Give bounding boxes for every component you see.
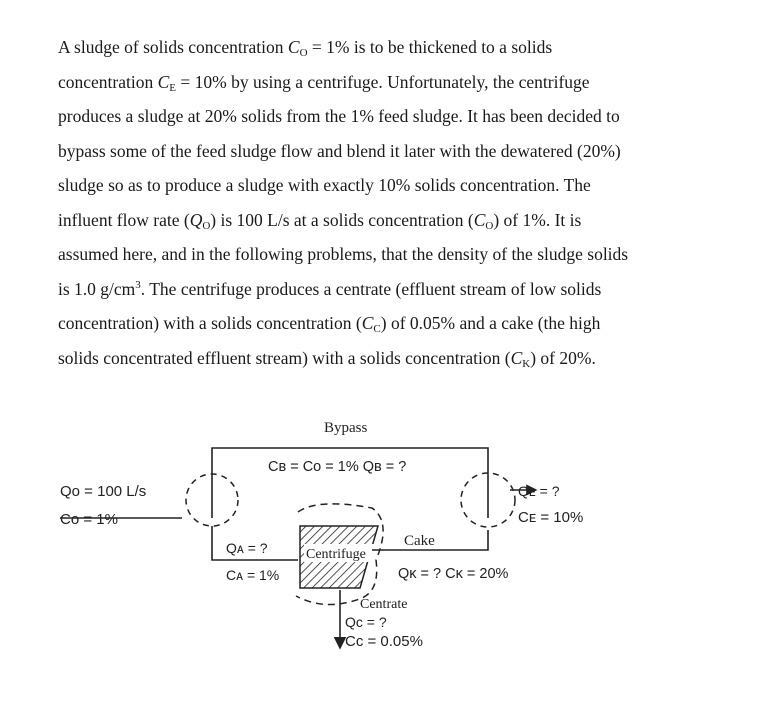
text-run: sludge so as to produce a sludge with exactly 10% solids concentration. The: [58, 175, 591, 195]
centrate-flow-label: Qᴄ = ?: [345, 614, 387, 630]
text-run: A sludge of solids concentration: [58, 37, 288, 57]
influent-flow-label: Qᴏ = 100 L/s: [60, 483, 147, 500]
symbol: C: [510, 347, 523, 368]
influent-conc-label: Cᴏ = 1%: [60, 511, 118, 528]
text-run: ) of 1%. It is: [493, 209, 582, 230]
centrate-label: Centrate: [360, 597, 408, 612]
text-run: solids concentrated effluent stream) with a solids concentration (: [58, 347, 511, 368]
text-run: concentration: [58, 71, 158, 92]
text-run: influent flow rate (: [58, 209, 190, 230]
superscript: 3: [135, 278, 141, 291]
subscript: O: [299, 47, 308, 59]
text-run: . The centrifuge produces a centrate (effluent stream of low solids: [140, 278, 602, 299]
feed-flow-label: Qᴀ = ?: [226, 540, 268, 556]
centrate-conc-label: Cᴄ = 0.05%: [345, 633, 423, 650]
bypass-values: Cʙ = Cᴏ = 1% Qʙ = ?: [268, 459, 407, 475]
bypass-title: Bypass: [324, 420, 368, 436]
feed-conc-label: Cᴀ = 1%: [226, 567, 280, 583]
text-run: produces a sludge at 20% solids from the 1% feed sludge. It has been decided to: [58, 106, 620, 126]
text-run: = 1% is to be thickened to a solids: [307, 37, 553, 57]
text-run: ) of 20%.: [530, 347, 596, 368]
text-run: concentration) with a solids concentration (: [58, 313, 362, 333]
subscript: C: [373, 323, 381, 335]
text-run: = 10% by using a centrifuge. Unfortunately, the centrifuge: [176, 71, 590, 92]
text-run: ) is 100 L/s at a solids concentration (: [210, 209, 474, 230]
text-run: is 1.0 g/cm: [58, 278, 136, 299]
subscript: E: [169, 81, 177, 94]
symbol: C: [157, 71, 170, 92]
symbol: C: [361, 313, 374, 333]
effluent-conc-label: Cᴇ = 10%: [518, 509, 584, 526]
text-run: assumed here, and in the following problems, that the density of the sludge solids: [58, 244, 629, 264]
symbol: C: [287, 37, 300, 57]
subscript: K: [522, 357, 531, 370]
symbol: C: [473, 209, 486, 230]
effluent-flow-label: Qᴇ = ?: [518, 483, 560, 499]
cake-values: Qᴋ = ? Cᴋ = 20%: [398, 566, 509, 582]
text-run: ) of 0.05% and a cake (the high: [380, 313, 601, 333]
subscript: O: [202, 219, 211, 232]
centrifuge-label: Centrifuge: [306, 547, 366, 562]
subscript: O: [485, 219, 494, 232]
text-run: bypass some of the feed sludge flow and blend it later with the dewatered (20%): [58, 140, 621, 161]
symbol: Q: [189, 209, 203, 230]
cake-label: Cake: [404, 533, 435, 549]
